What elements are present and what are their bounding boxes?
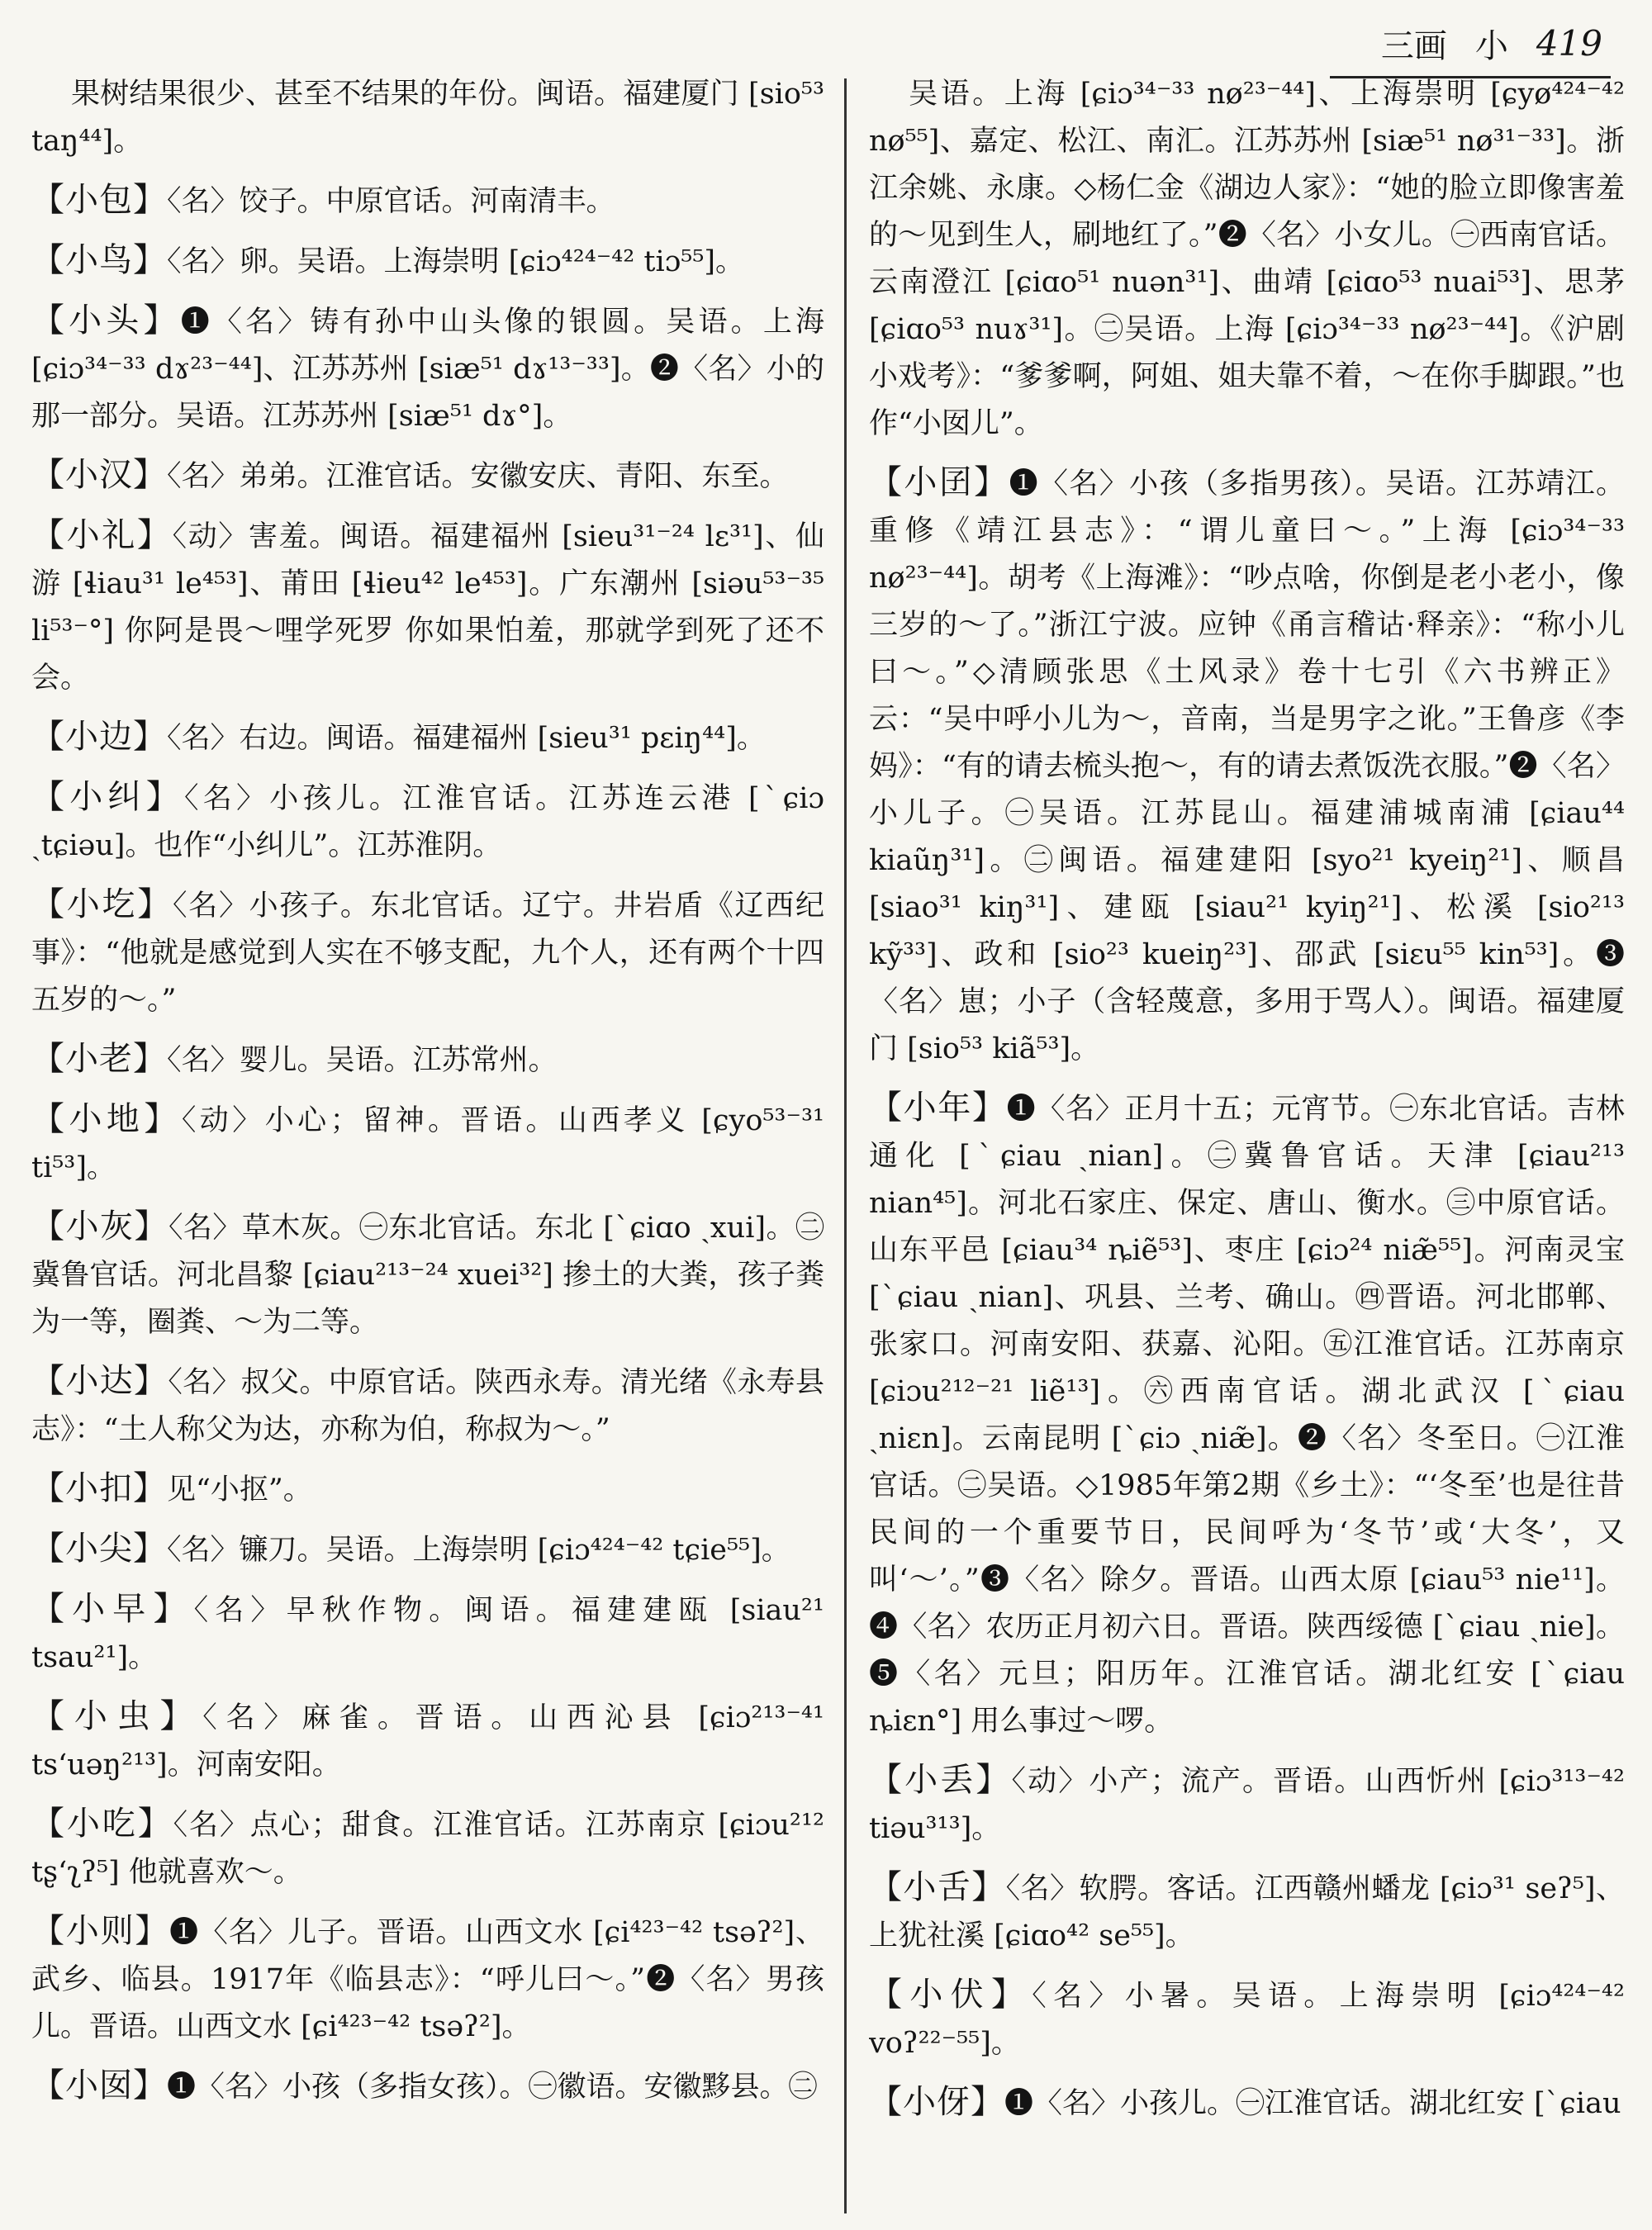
entry-headword: 【小则】	[31, 1912, 170, 1950]
entry-headword: 【小达】	[31, 1362, 169, 1400]
left-column	[31, 71, 824, 2210]
entry-headword: 【小边】	[31, 718, 167, 756]
entry-headword: 【小包】	[31, 181, 167, 219]
entry-headword: 【小头】	[31, 301, 181, 339]
dictionary-entry	[31, 512, 824, 702]
dictionary-entry	[31, 1358, 824, 1454]
entry-definition: 〈动〉小心；留神。晋语。山西孝义 [ɕyo⁵³⁻³¹ ti⁵³]。	[31, 1104, 824, 1184]
dictionary-entry	[31, 237, 824, 286]
entry-definition: 〈名〉草木灰。㊀东北官话。东北 [ˋɕiɑo ˏxui]。㊁冀鲁官话。河北昌黎 [ɕiau²¹³⁻²⁴ xuei³²] 掺土的大粪，孩子粪为一等，圈粪、～为二等。	[31, 1212, 824, 1339]
dictionary-entry	[869, 1757, 1625, 1853]
entry-definition: 〈名〉麻雀。晋语。山西沁县 [ɕiɔ²¹³⁻⁴¹ tsʻuəŋ²¹³]。河南安阳。	[31, 1701, 824, 1782]
entry-definition: 〈动〉小产；流产。晋语。山西忻州 [ɕiɔ³¹³⁻⁴² tiəu³¹³]。	[869, 1765, 1625, 1845]
entry-headword: 【小丢】	[869, 1761, 1012, 1799]
entry-definition: 〈名〉饺子。中原官话。河南清丰。	[167, 185, 615, 218]
entry-headword: 【小灰】	[31, 1208, 169, 1245]
entry-definition: 〈名〉弟弟。江淮官话。安徽安庆、青阳、东至。	[167, 460, 789, 493]
entry-definition: 〈名〉卵。吴语。上海崇明 [ɕiɔ⁴²⁴⁻⁴² tiɔ⁵⁵]。	[167, 245, 745, 278]
dictionary-entry	[31, 1203, 824, 1346]
dictionary-entry	[31, 1096, 824, 1192]
entry-headword: 【小尖】	[31, 1530, 167, 1568]
entry-definition: ❶〈名〉小孩（多指女孩）。㊀徽语。安徽黟县。㊁	[167, 2071, 818, 2104]
entry-headword: 【小早】	[31, 1590, 194, 1628]
entry-headword: 【小扣】	[31, 1469, 167, 1507]
entry-definition: ❶〈名〉铸有孙中山头像的银圆。吴语。上海 [ɕiɔ³⁴⁻³³ dɤ²³⁻⁴⁴]、江苏苏州 [siæ⁵¹ dɤ¹³⁻³³]。❷〈名〉小的那一部分。吴语。江苏苏州 [siæ⁵¹ dɤ°]。	[31, 306, 824, 433]
dictionary-entry	[31, 177, 824, 225]
entry-headword: 【小吃】	[31, 1805, 173, 1843]
dictionary-entry	[869, 2079, 1625, 2128]
dictionary-entry	[31, 1036, 824, 1084]
entry-definition: ❶〈名〉儿子。晋语。山西文水 [ɕi⁴²³⁻⁴² tsəʔ²]、武乡、临县。1917年《临县志》：“呼儿曰～。”❷〈名〉男孩儿。晋语。山西文水 [ɕi⁴²³⁻⁴² tsəʔ²]。	[31, 1916, 824, 2043]
entry-headword: 【小圪】	[31, 885, 173, 923]
dictionary-entry	[869, 1084, 1625, 1745]
entry-definition: ❶〈名〉正月十五；元宵节。㊀东北官话。吉林通化 [ˋɕiau ˏnian]。㊁冀鲁官话。天津 [ɕiau²¹³ nian⁴⁵]。河北石家庄、保定、唐山、衡水。㊂中原官话。山东平邑 [ɕiau³⁴ ȵiẽ⁵³]、枣庄 [ɕiɔ²⁴ niæ̃⁵⁵]。河南灵宝 [ˋɕiau ˏnian]、巩县、兰考、确山。㊃晋语。河北邯郸、张家口。河南安阳、获嘉、沁阳。㊄江淮官话。江苏南京 [ɕiɔu²¹²⁻²¹ liẽ¹³]。㊅西南官话。湖北武汉 [ˋɕiau ˏniɛn]。云南昆明 [ˋɕiɔ ˏniæ̃]。❷〈名〉冬至日。㊀江淮官话。㊁吴语。◇1985年第2期《乡土》：“‘冬至’也是往昔民间的一个重要节日，民间呼为‘冬节’或‘大冬’，又叫‘～’。”❸〈名〉除夕。晋语。山西太原 [ɕiau⁵³ nie¹¹]。❹〈名〉农历正月初六日。晋语。陕西绥德 [ˋɕiau ˏnie]。❺〈名〉元旦；阳历年。江淮官话。湖北红安 [ˋɕiau ȵiɛn°] 用么事过～啰。	[869, 1093, 1625, 1738]
entry-definition: 〈名〉软腭。客话。江西赣州蟠龙 [ɕiɔ³¹ seʔ⁵]、上犹社溪 [ɕiɑo⁴² se⁵⁵]。	[869, 1872, 1625, 1952]
section-label: 三画	[1380, 26, 1447, 65]
entry-headword: 【小鸟】	[31, 241, 167, 279]
dictionary-entry	[31, 714, 824, 762]
entry-headword: 【小虫】	[31, 1697, 203, 1735]
dictionary-entry	[31, 452, 824, 501]
entry-definition: 〈名〉右边。闽语。福建福州 [sieu³¹ pɛiŋ⁴⁴]。	[167, 722, 766, 755]
entry-headword: 【小汉】	[31, 456, 167, 494]
dictionary-entry	[31, 297, 824, 440]
column-divider	[844, 78, 847, 2213]
entry-definition: 〈动〉害羞。闽语。福建福州 [sieu³¹⁻²⁴ lɛ³¹]、仙游 [ɬiau³¹ le⁴⁵³]、莆田 [ɬieu⁴² le⁴⁵³]。广东潮州 [siəu⁵³⁻³⁵ li⁵³⁻°] 你阿是畏～哩学死罗 你如果怕羞，那就学到死了还不会。	[31, 520, 824, 695]
right-column	[869, 71, 1625, 2210]
dictionary-entry	[31, 1525, 824, 1574]
dictionary-entry	[31, 1693, 824, 1789]
entry-definition: 〈名〉镰刀。吴语。上海崇明 [ɕiɔ⁴²⁴⁻⁴² tɕie⁵⁵]。	[167, 1534, 790, 1567]
entry-headword: 【小年】	[869, 1089, 1007, 1127]
entry-definition: ❶〈名〉小孩儿。㊀江淮官话。湖北红安 [ˋɕiau	[1004, 2087, 1621, 2120]
dictionary-entry	[869, 71, 1625, 448]
entry-headword: 【小地】	[31, 1100, 182, 1138]
entry-headword: 【小纠】	[31, 778, 184, 816]
dictionary-entry	[31, 2062, 824, 2111]
entry-definition: 果树结果很少、甚至不结果的年份。闽语。福建厦门 [sio⁵³ taŋ⁴⁴]。	[31, 78, 824, 158]
entry-headword: 【小礼】	[31, 516, 173, 554]
page-number: 419	[1536, 22, 1602, 64]
entry-headword: 【小囝】	[869, 463, 1009, 501]
dictionary-entry	[31, 881, 824, 1024]
entry-definition: 见“小抠”。	[167, 1473, 312, 1506]
entry-definition: 吴语。上海 [ɕiɔ³⁴⁻³³ nø²³⁻⁴⁴]、上海崇明 [ɕyø⁴²⁴⁻⁴² nø⁵⁵]、嘉定、松江、南汇。江苏苏州 [siæ⁵¹ nø³¹⁻³³]。浙江余姚、永康。◇杨仁金《湖边人家》：“她的脸立即像害羞的～见到生人，刷地红了。”❷〈名〉小女儿。㊀西南官话。云南澄江 [ɕiɑo⁵¹ nuən³¹]、曲靖 [ɕiɑo⁵³ nuai⁵³]、思茅 [ɕiɑo⁵³ nuɤ³¹]。㊁吴语。上海 [ɕiɔ³⁴⁻³³ nø²³⁻⁴⁴]。《沪剧小戏考》：“爹爹啊，阿姐、姐夫靠不着，～在你手脚跟。”也作“小囡儿”。	[869, 78, 1625, 440]
entry-headword: 【小囡】	[31, 2066, 167, 2104]
dictionary-entry	[869, 459, 1625, 1073]
entry-headword: 【小伏】	[869, 1976, 1032, 2014]
entry-definition: 〈名〉小暑。吴语。上海崇明 [ɕiɔ⁴²⁴⁻⁴² voʔ²²⁻⁵⁵]。	[869, 1980, 1625, 2060]
entry-definition: 〈名〉婴儿。吴语。江苏常州。	[167, 1044, 558, 1077]
entry-headword: 【小伢】	[869, 2083, 1004, 2121]
dictionary-entry	[31, 1908, 824, 2051]
dictionary-entry	[31, 774, 824, 870]
entry-definition: 〈名〉早秋作物。闽语。福建建瓯 [siau²¹ tsau²¹]。	[31, 1594, 824, 1674]
dictionary-entry	[869, 1971, 1625, 2067]
dictionary-entry	[31, 71, 824, 165]
dictionary-entry	[31, 1801, 824, 1896]
entry-definition: 〈名〉点心；甜食。江淮官话。江苏南京 [ɕiɔu²¹² tʂʻʅʔ⁵] 他就喜欢～。	[31, 1809, 824, 1889]
dictionary-entry	[869, 1864, 1625, 1960]
entry-definition: ❶〈名〉小孩（多指男孩）。吴语。江苏靖江。重修《靖江县志》：“谓儿童曰～。”上海 [ɕiɔ³⁴⁻³³ nø²³⁻⁴⁴]。胡考《上海滩》：“吵点啥，你倒是老小老小，像三岁的～了。”浙江宁波。应钟《甬言稽诂·释亲》：“称小儿曰～。”◇清顾张思《土风录》卷十七引《六书辨正》云：“吴中呼小儿为～，音南，当是男字之讹。”王鲁彦《李妈》：“有的请去梳头抱～，有的请去煮饭洗衣服。”❷〈名〉小儿子。㊀吴语。江苏昆山。福建浦城南浦 [ɕiau⁴⁴ kiaũŋ³¹]。㊁闽语。福建建阳 [syo²¹ kyeiŋ²¹]、顺昌 [siao³¹ kiŋ³¹]、建瓯 [siau²¹ kyiŋ²¹]、松溪 [sio²¹³ kỹ³³]、政和 [sio²³ kueiŋ²³]、邵武 [siɛu⁵⁵ kin⁵³]。❸〈名〉崽；小子（含轻蔑意，多用于骂人）。闽语。福建厦门 [sio⁵³ kiã⁵³]。	[869, 467, 1625, 1065]
radical-char: 小	[1474, 26, 1508, 65]
entry-headword: 【小老】	[31, 1040, 167, 1078]
dictionary-entry	[31, 1465, 824, 1514]
page-header	[1338, 18, 1602, 68]
entry-headword: 【小舌】	[869, 1868, 1006, 1906]
entry-definition: 〈名〉叔父。中原官话。陕西永寿。清光绪《永寿县志》：“土人称父为达，亦称为伯，称叔为～。”	[31, 1366, 824, 1446]
dictionary-entry	[31, 1586, 824, 1682]
entry-definition: 〈名〉小孩儿。江淮官话。江苏连云港 [ˋɕiɔ ˏtɕiəu]。也作“小纠儿”。江苏淮阴。	[31, 782, 824, 862]
entry-definition: 〈名〉小孩子。东北官话。辽宁。井岩盾《辽西纪事》：“他就是感觉到人实在不够支配，九个人，还有两个十四五岁的～。”	[31, 890, 824, 1017]
